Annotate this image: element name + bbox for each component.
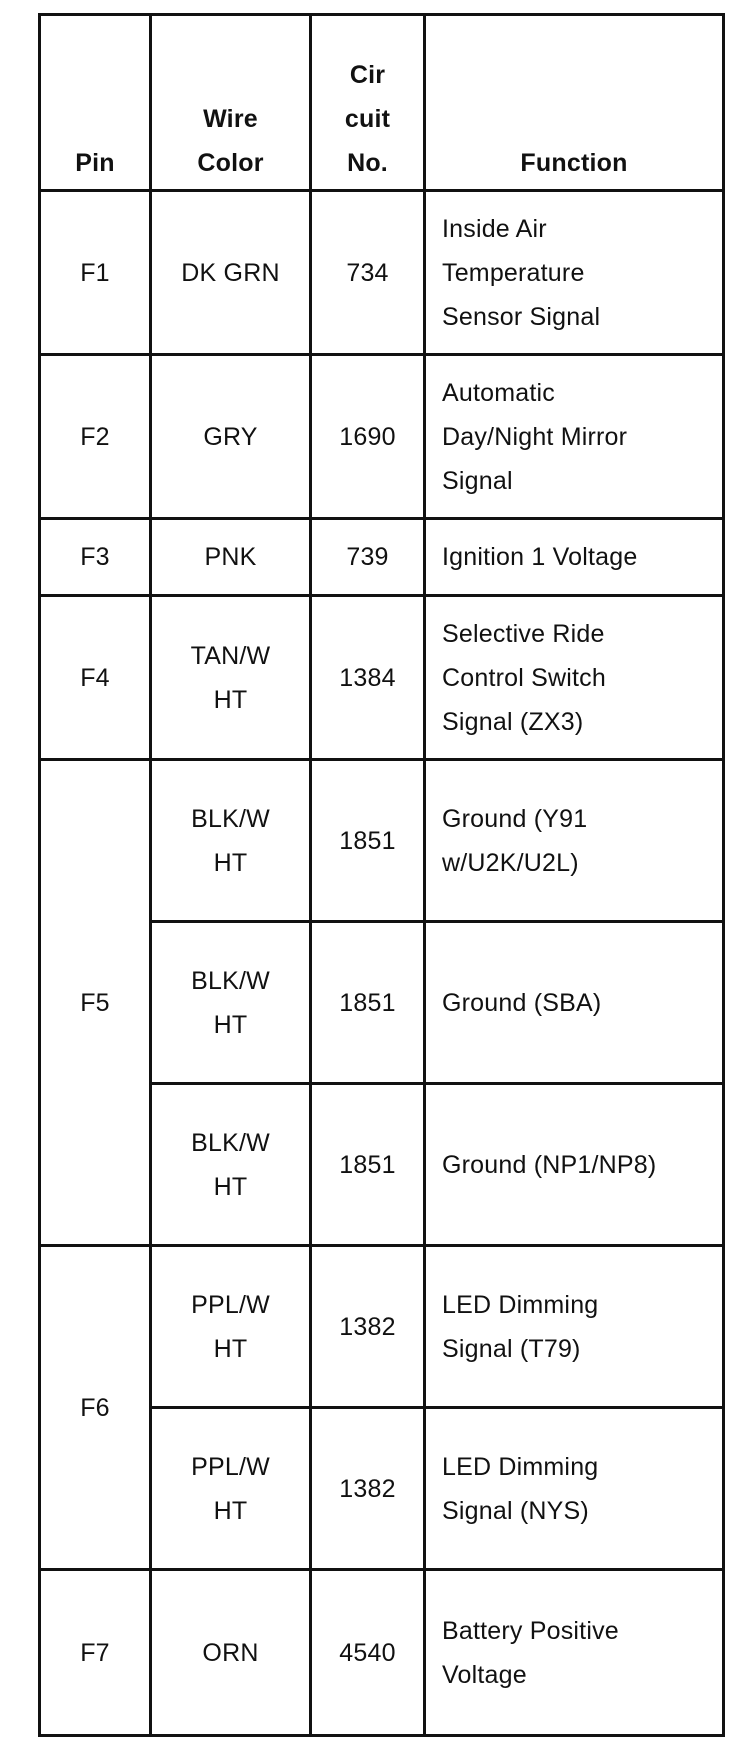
circuit-cell: 1851 [311,760,425,922]
table-row [40,596,724,760]
header-pin: Pin [40,15,151,191]
circuit-cell: 4540 [311,1570,425,1736]
wire-color-cell: GRY [151,355,311,519]
table-row [40,191,724,355]
function-cell: Inside Air Temperature Sensor Signal [425,191,724,355]
pin-cell: F2 [40,355,151,519]
function-cell: LED Dimming Signal (T79) [425,1246,724,1408]
circuit-cell: 1382 [311,1408,425,1570]
header-function: Function [425,15,724,191]
pin-cell: F4 [40,596,151,760]
wire-color-cell: PPL/W HT [151,1408,311,1570]
wire-color-cell: BLK/W HT [151,922,311,1084]
pin-cell: F3 [40,519,151,596]
function-cell: Ground (NP1/NP8) [425,1084,724,1246]
header-wire-color: Wire Color [151,15,311,191]
wire-color-cell: DK GRN [151,191,311,355]
wire-color-cell: BLK/W HT [151,1084,311,1246]
table-row [40,1570,724,1736]
wire-color-cell: PNK [151,519,311,596]
table-row [40,1246,724,1408]
pin-cell: F5 [40,760,151,1246]
function-cell: LED Dimming Signal (NYS) [425,1408,724,1570]
circuit-cell: 1851 [311,1084,425,1246]
circuit-cell: 734 [311,191,425,355]
header-row [40,15,724,191]
wire-color-cell: PPL/W HT [151,1246,311,1408]
function-cell: Battery Positive Voltage [425,1570,724,1736]
circuit-cell: 1384 [311,596,425,760]
function-cell: Automatic Day/Night Mirror Signal [425,355,724,519]
table-row [40,519,724,596]
header-circuit-no: Cir cuit No. [311,15,425,191]
circuit-cell: 1382 [311,1246,425,1408]
pin-cell: F7 [40,1570,151,1736]
function-cell: Ground (Y91 w/U2K/U2L) [425,760,724,922]
circuit-cell: 739 [311,519,425,596]
table-row [40,760,724,922]
circuit-cell: 1690 [311,355,425,519]
pin-cell: F6 [40,1246,151,1570]
wire-color-cell: ORN [151,1570,311,1736]
function-cell: Ground (SBA) [425,922,724,1084]
table-row [40,355,724,519]
wire-color-cell: TAN/W HT [151,596,311,760]
connector-pinout-table [38,13,725,1737]
function-cell: Selective Ride Control Switch Signal (ZX3) [425,596,724,760]
function-cell: Ignition 1 Voltage [425,519,724,596]
circuit-cell: 1851 [311,922,425,1084]
wire-color-cell: BLK/W HT [151,760,311,922]
pin-cell: F1 [40,191,151,355]
